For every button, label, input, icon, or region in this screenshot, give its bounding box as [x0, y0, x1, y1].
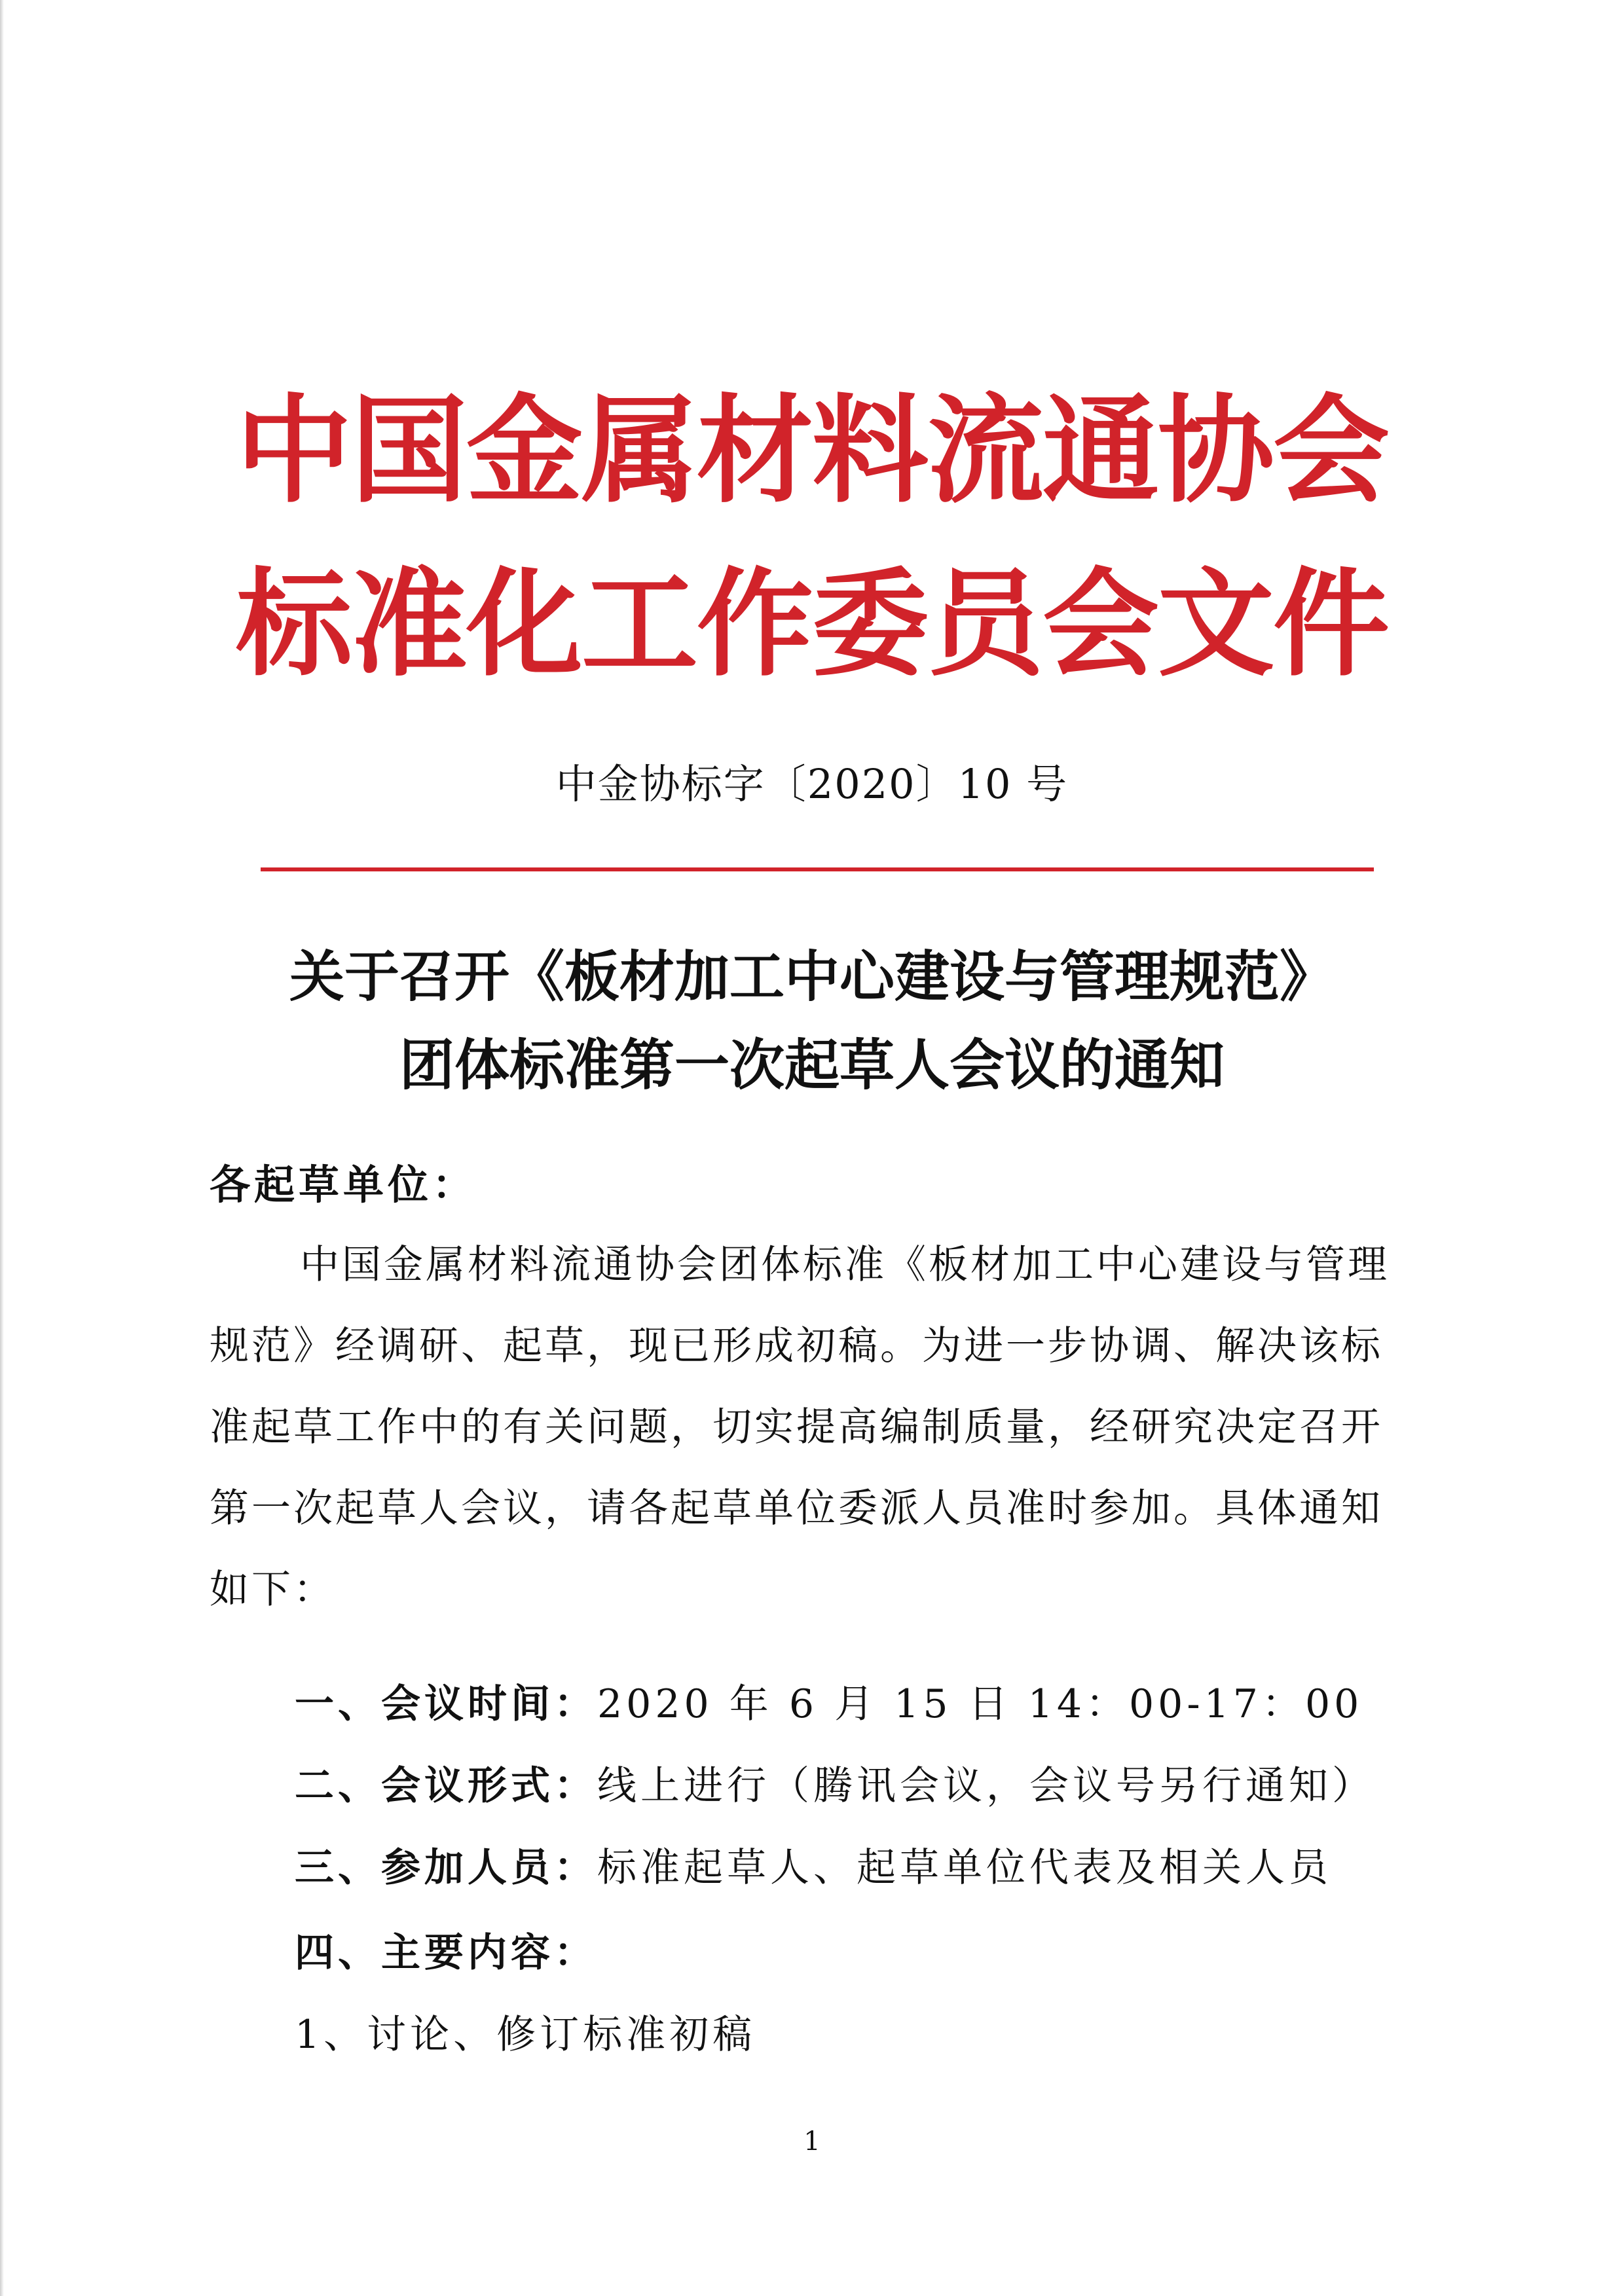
addressee: 各起草单位：	[210, 1161, 477, 1209]
notice-title-line1: 关于召开《板材加工中心建设与管理规范》	[289, 945, 1335, 1009]
item-value: 线上进行（腾讯会议，会议号另行通知）	[597, 1763, 1375, 1809]
red-divider-line	[261, 867, 1374, 871]
meeting-format-item	[295, 1755, 1375, 1811]
item-value: 标准起草人、起草单位代表及相关人员	[597, 1845, 1332, 1891]
body-line: 准起草工作中的有关问题，切实提高编制质量，经研究决定召开	[210, 1404, 1383, 1450]
body-line: 第一次起草人会议，请各起草单位委派人员准时参加。具体通知	[210, 1485, 1383, 1531]
item-value: 2020 年 6 月 15 日 14：00-17：00	[597, 1681, 1363, 1727]
item-label: 一、会议时间：	[295, 1681, 597, 1727]
body-line: 如下：	[210, 1567, 335, 1613]
document-number: 中金协标字〔2020〕10 号	[555, 760, 1069, 808]
main-content-item	[295, 1922, 597, 1978]
body-line: 中国金属材料流通协会团体标准《板材加工中心建设与管理	[300, 1242, 1390, 1288]
item-value: 1、讨论、修订标准初稿	[295, 2012, 756, 2058]
item-label: 三、参加人员：	[295, 1845, 597, 1891]
meeting-time-item	[295, 1673, 1363, 1729]
item-label: 二、会议形式：	[295, 1763, 597, 1809]
scan-edge-shadow	[0, 0, 4, 2296]
org-header-line1: 中国金属材料流通协会	[236, 383, 1388, 519]
body-paragraph	[210, 1224, 1414, 1630]
notice-title-line2: 团体标准第一次起草人会议的通知	[399, 1033, 1225, 1097]
content-subitem-1	[295, 2003, 756, 2060]
participants-item	[295, 1836, 1332, 1893]
page-number: 1	[803, 2126, 821, 2157]
org-header-line2: 标准化工作委员会文件	[236, 556, 1388, 692]
item-label: 四、主要内容：	[295, 1930, 597, 1976]
body-line: 规范》经调研、起草，现已形成初稿。为进一步协调、解决该标	[210, 1323, 1383, 1369]
